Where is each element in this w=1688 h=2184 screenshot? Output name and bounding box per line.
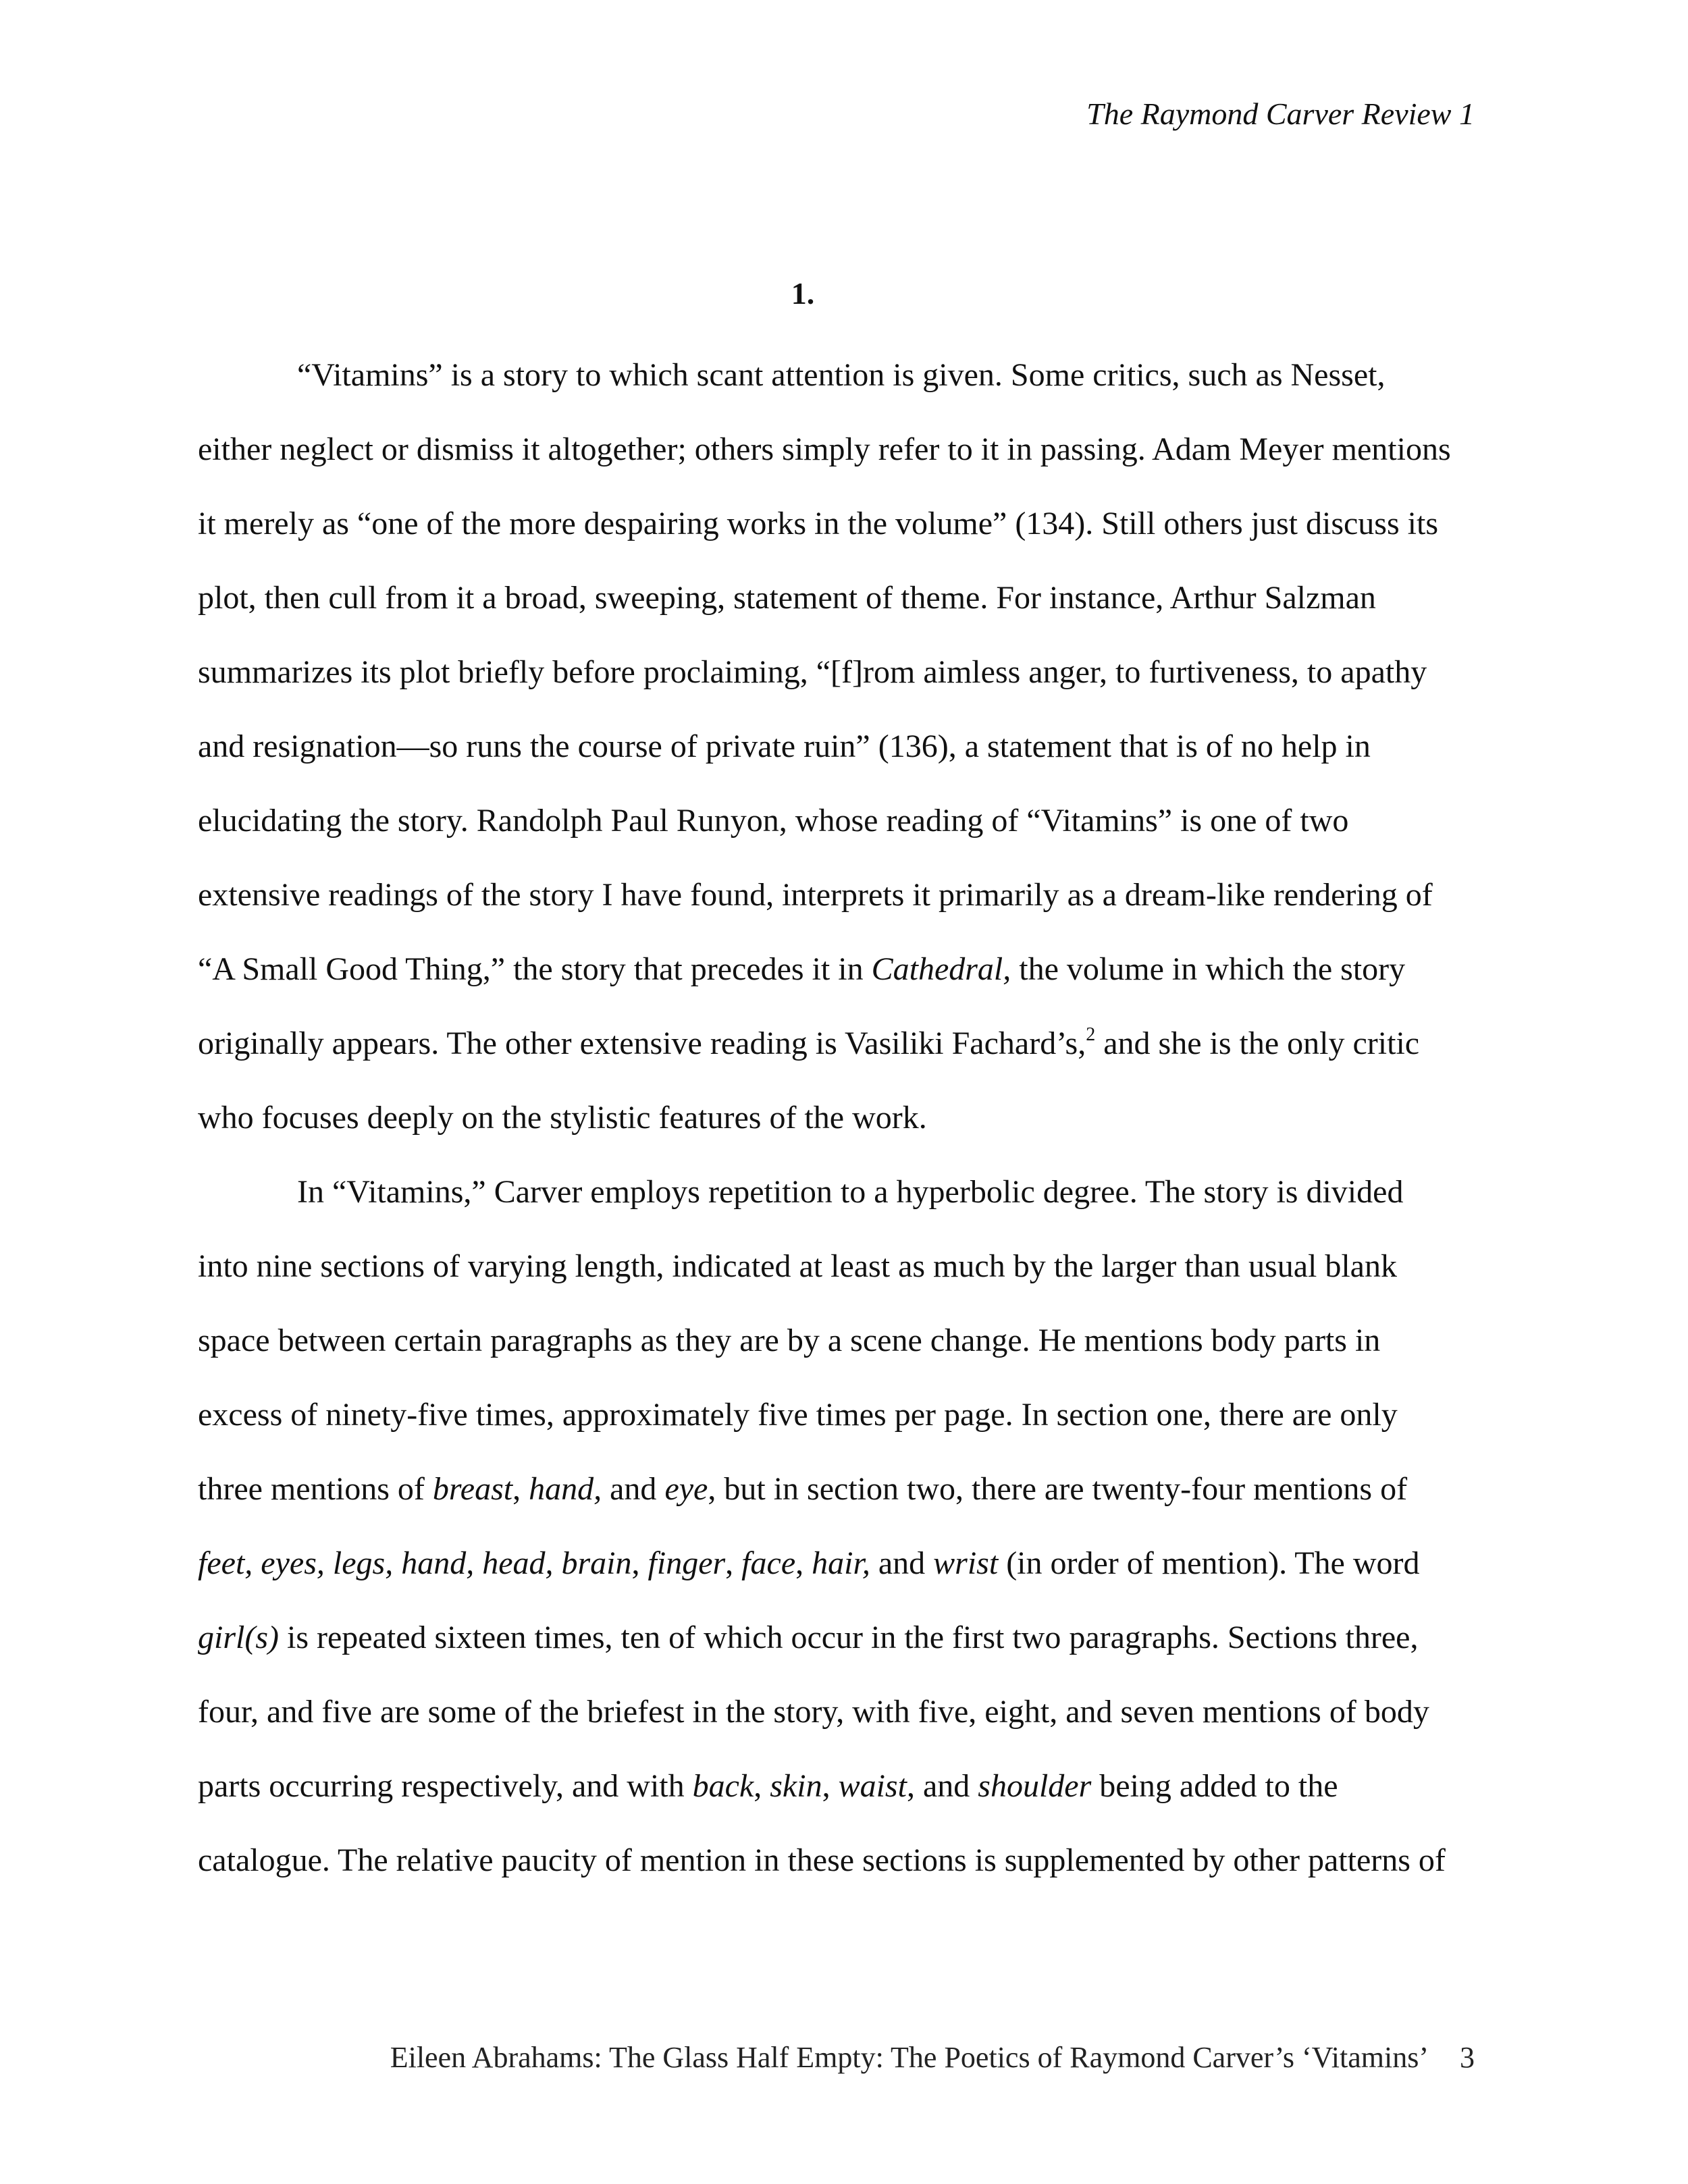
page-footer — [390, 2043, 1475, 2073]
footer-citation: Eileen Abrahams: The Glass Half Empty: The Poetics of Raymond Carver’s ‘Vitamins’ — [390, 2041, 1429, 2074]
book-title-cathedral: Cathedral, — [871, 951, 1011, 987]
text-line: “A Small Good Thing,” the story that precedes it in Cathedral, the volume in which the story — [198, 951, 1406, 987]
text-line: space between certain paragraphs as they are by a scene change. He mentions body parts in — [198, 1323, 1381, 1358]
running-header-title: The Raymond Carver Review 1 — [1086, 97, 1475, 131]
text-line: it merely as “one of the more despairing works in the volume” (134). Still others just discuss its — [198, 506, 1439, 541]
text-line: who focuses deeply on the stylistic features of the work. — [198, 1100, 927, 1136]
text-line: into nine sections of varying length, indicated at least as much by the larger than usual blank — [198, 1248, 1397, 1284]
text-line: extensive readings of the story I have found, interprets it primarily as a dream-like rendering of — [198, 877, 1433, 913]
text-line: girl(s) is repeated sixteen times, ten of which occur in the first two paragraphs. Sections three, — [198, 1620, 1419, 1655]
text-line: parts occurring respectively, and with back, skin, waist, and shoulder being added to the — [198, 1768, 1338, 1804]
text-line: catalogue. The relative paucity of mention in these sections is supplemented by other patterns of — [198, 1842, 1446, 1878]
text-line: feet, eyes, legs, hand, head, brain, finger, face, hair, and wrist (in order of mention). The word — [198, 1545, 1420, 1581]
text-line: originally appears. The other extensive reading is Vasiliki Fachard’s,$^2$ and she is the only critic — [198, 1024, 1420, 1061]
section-number: 1. — [791, 276, 815, 311]
page-number: 3 — [1460, 2041, 1475, 2074]
footnote-reference: 2 — [1086, 1024, 1096, 1045]
text-line: excess of ninety-five times, approximately five times per page. In section one, there are only — [198, 1397, 1398, 1433]
text-line: elucidating the story. Randolph Paul Runyon, whose reading of “Vitamins” is one of two — [198, 803, 1349, 838]
text-line: four, and five are some of the briefest in the story, with five, eight, and seven mentions of body — [198, 1694, 1429, 1730]
text-line: “Vitamins” is a story to which scant attention is given. Some critics, such as Nesset, — [297, 357, 1386, 393]
text-line: In “Vitamins,” Carver employs repetition to a hyperbolic degree. The story is divided — [297, 1174, 1404, 1210]
text-line: plot, then cull from it a broad, sweeping, statement of theme. For instance, Arthur Salzman — [198, 580, 1376, 616]
text-line: and resignation—so runs the course of private ruin” (136), a statement that is of no help in — [198, 728, 1371, 764]
text-line: either neglect or dismiss it altogether; others simply refer to it in passing. Adam Meyer mentions — [198, 431, 1451, 467]
text-line: summarizes its plot briefly before proclaiming, “[f]rom aimless anger, to furtiveness, to apathy — [198, 654, 1427, 690]
text-line: three mentions of breast, hand, and eye, but in section two, there are twenty-four mentions of — [198, 1471, 1408, 1507]
